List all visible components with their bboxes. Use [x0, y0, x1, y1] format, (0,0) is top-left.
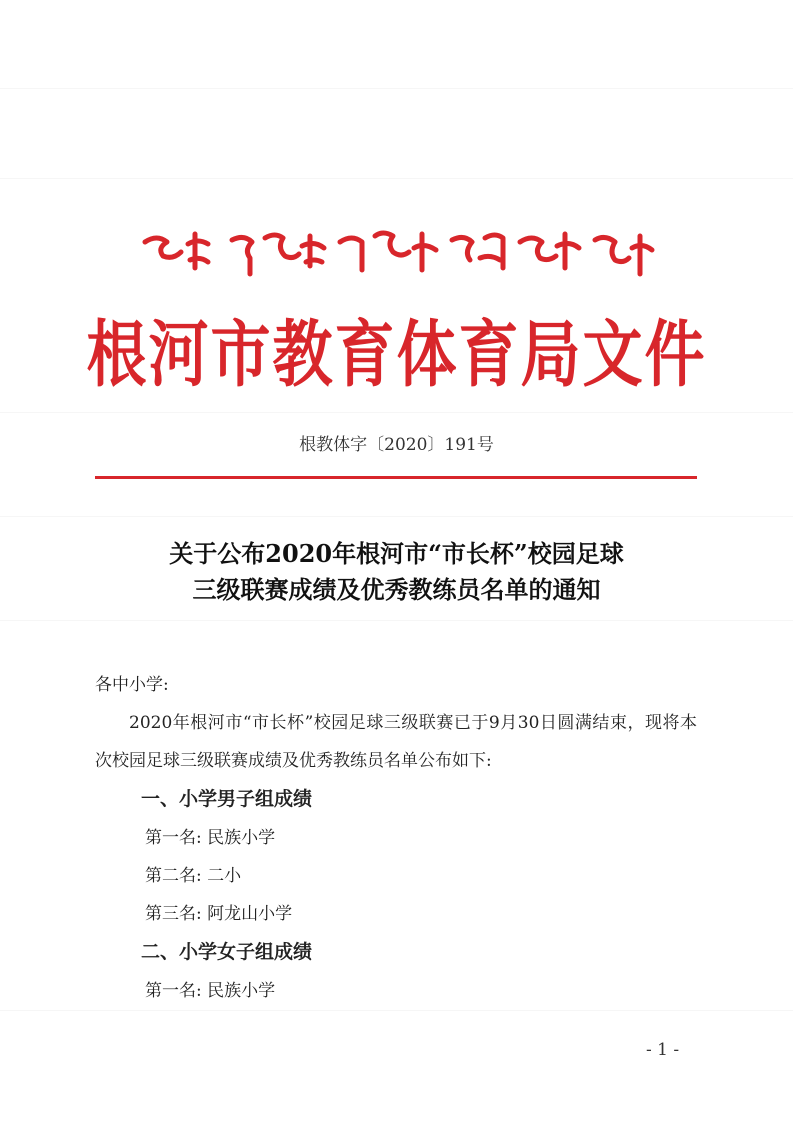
document-number: 根教体字〔2020〕191号: [299, 435, 494, 455]
intro-paragraph: 2020年根河市“市长杯”校园足球三级联赛已于9月30日圆满结束，现将本次校园足球三级联赛成绩及优秀教练员名单公布如下:: [95, 713, 697, 771]
rank-line: 第一名: 民族小学: [145, 981, 276, 1001]
scan-artifact: [0, 412, 793, 413]
issuing-organization-title: 根河市教育体育局文件: [86, 313, 707, 398]
rank-line: 第一名: 民族小学: [145, 828, 276, 848]
scan-artifact: [0, 516, 793, 517]
rank-line: 第三名: 阿龙山小学: [145, 904, 293, 924]
scan-artifact: [0, 1010, 793, 1011]
notice-title: [0, 536, 793, 608]
notice-title-line-2: 三级联赛成绩及优秀教练员名单的通知: [192, 575, 601, 604]
section-heading: 一、小学男子组成绩: [141, 788, 313, 810]
document-body: [95, 666, 697, 1010]
salutation: 各中小学:: [95, 675, 169, 695]
rank-line: 第二名: 二小: [145, 866, 242, 886]
red-separator-line: [95, 476, 697, 479]
scan-artifact: [0, 620, 793, 621]
scan-artifact: [0, 178, 793, 179]
mongolian-script-header: [140, 222, 655, 280]
scan-artifact: [0, 88, 793, 89]
section-heading: 二、小学女子组成绩: [141, 941, 313, 963]
page-number: - 1 -: [646, 1040, 680, 1060]
notice-title-line-1: 关于公布2020年根河市“市长杯”校园足球: [169, 539, 624, 568]
